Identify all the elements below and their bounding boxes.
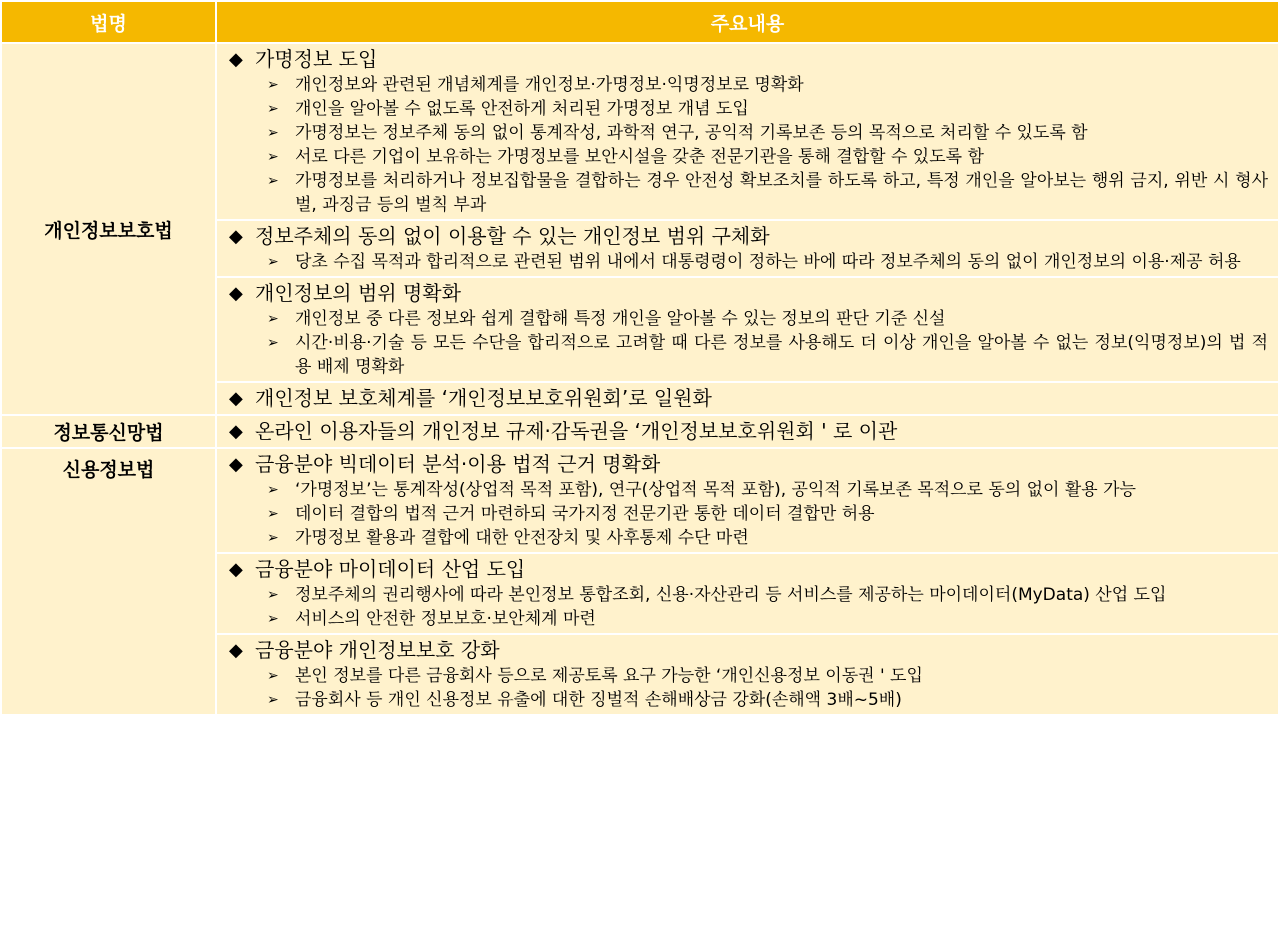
table-row	[1, 448, 1279, 553]
section-title	[229, 637, 1268, 664]
list-item-text: 가명정보 활용과 결합에 대한 안전장치 및 사후통제 수단 마련	[295, 528, 749, 548]
section-title	[229, 385, 1268, 412]
list-item	[229, 478, 1268, 502]
law-name-cell: 정보통신망법	[1, 415, 216, 448]
table-body	[1, 43, 1279, 715]
list-item	[229, 526, 1268, 550]
list-item	[229, 607, 1268, 631]
arrow-bullet-icon: ➢	[267, 692, 279, 708]
list-item	[229, 583, 1268, 607]
arrow-bullet-icon: ➢	[267, 587, 279, 603]
arrow-bullet-icon: ➢	[267, 611, 279, 627]
section-title-text: 온라인 이용자들의 개인정보 규제·감독권을 ‘개인정보보호위원회 ' 로 이관	[255, 419, 898, 443]
list-item-text: 데이터 결합의 법적 근거 마련하되 국가지정 전문기관 통한 데이터 결합만 허용	[295, 504, 875, 524]
arrow-bullet-icon: ➢	[267, 149, 279, 165]
content-cell	[216, 448, 1279, 553]
list-item	[229, 502, 1268, 526]
diamond-bullet-icon: ◆	[229, 283, 243, 304]
table-row	[1, 415, 1279, 448]
diamond-bullet-icon: ◆	[229, 454, 243, 475]
section-title	[229, 556, 1268, 583]
list-item	[229, 250, 1268, 274]
arrow-bullet-icon: ➢	[267, 668, 279, 684]
section-title-text: 금융분야 개인정보보호 강화	[255, 638, 500, 662]
diamond-bullet-icon: ◆	[229, 49, 243, 70]
list-item	[229, 145, 1268, 169]
section-title-text: 금융분야 빅데이터 분석·이용 법적 근거 명확화	[255, 452, 661, 476]
section-title	[229, 451, 1268, 478]
content-cell	[216, 415, 1279, 448]
arrow-bullet-icon: ➢	[267, 77, 279, 93]
list-item	[229, 331, 1268, 379]
list-item	[229, 97, 1268, 121]
arrow-bullet-icon: ➢	[267, 335, 279, 351]
header-main-content: 주요내용	[216, 1, 1279, 43]
arrow-bullet-icon: ➢	[267, 101, 279, 117]
diamond-bullet-icon: ◆	[229, 559, 243, 580]
arrow-bullet-icon: ➢	[267, 530, 279, 546]
list-item-text: 금융회사 등 개인 신용정보 유출에 대한 징벌적 손해배상금 강화(손해액 3배~5배)	[295, 690, 902, 710]
list-item-text: 개인정보와 관련된 개념체계를 개인정보·가명정보·익명정보로 명확화	[295, 75, 804, 95]
law-name-cell: 개인정보보호법	[1, 43, 216, 415]
list-item-text: 가명정보는 정보주체 동의 없이 통계작성, 과학적 연구, 공익적 기록보존 등의 목적으로 처리할 수 있도록 함	[295, 123, 1088, 143]
arrow-bullet-icon: ➢	[267, 173, 279, 189]
list-item	[229, 73, 1268, 97]
list-item-text: 개인을 알아볼 수 없도록 안전하게 처리된 가명정보 개념 도입	[295, 99, 749, 119]
list-item	[229, 307, 1268, 331]
arrow-bullet-icon: ➢	[267, 254, 279, 270]
content-cell	[216, 382, 1279, 415]
diamond-bullet-icon: ◆	[229, 388, 243, 409]
list-item	[229, 664, 1268, 688]
content-cell	[216, 43, 1279, 220]
section-title	[229, 418, 1268, 445]
list-item	[229, 121, 1268, 145]
section-title	[229, 223, 1268, 250]
table-header-row	[1, 1, 1279, 43]
list-item-text: 서로 다른 기업이 보유하는 가명정보를 보안시설을 갖춘 전문기관을 통해 결합할 수 있도록 함	[295, 147, 984, 167]
diamond-bullet-icon: ◆	[229, 226, 243, 247]
section-title-text: 개인정보의 범위 명확화	[255, 281, 461, 305]
content-cell	[216, 220, 1279, 277]
section-title-text: 정보주체의 동의 없이 이용할 수 있는 개인정보 범위 구체화	[255, 224, 770, 248]
header-law-name: 법명	[1, 1, 216, 43]
content-cell	[216, 277, 1279, 382]
section-title-text: 금융분야 마이데이터 산업 도입	[255, 557, 526, 581]
section-title	[229, 280, 1268, 307]
list-item	[229, 688, 1268, 712]
content-cell	[216, 634, 1279, 715]
diamond-bullet-icon: ◆	[229, 640, 243, 661]
list-item-text: 가명정보를 처리하거나 정보집합물을 결합하는 경우 안전성 확보조치를 하도록 하고, 특정 개인을 알아보는 행위 금지, 위반 시 형사벌, 과징금 등의 벌칙 부과	[295, 171, 1268, 215]
diamond-bullet-icon: ◆	[229, 421, 243, 442]
list-item-text: 시간·비용·기술 등 모든 수단을 합리적으로 고려할 때 다른 정보를 사용해도 더 이상 개인을 알아볼 수 없는 정보(익명정보)의 법 적용 배제 명확화	[295, 333, 1268, 377]
section-title	[229, 46, 1268, 73]
arrow-bullet-icon: ➢	[267, 482, 279, 498]
law-name-cell: 신용정보법	[1, 448, 216, 715]
list-item	[229, 169, 1268, 217]
section-title-text: 개인정보 보호체계를 ‘개인정보보호위원회’로 일원화	[255, 386, 712, 410]
list-item-text: 정보주체의 권리행사에 따라 본인정보 통합조회, 신용·자산관리 등 서비스를 제공하는 마이데이터(MyData) 산업 도입	[295, 585, 1167, 605]
list-item-text: ‘가명정보’는 통계작성(상업적 목적 포함), 연구(상업적 목적 포함), 공익적 기록보존 목적으로 동의 없이 활용 가능	[295, 480, 1136, 500]
arrow-bullet-icon: ➢	[267, 125, 279, 141]
list-item-text: 개인정보 중 다른 정보와 쉽게 결합해 특정 개인을 알아볼 수 있는 정보의 판단 기준 신설	[295, 309, 946, 329]
arrow-bullet-icon: ➢	[267, 311, 279, 327]
arrow-bullet-icon: ➢	[267, 506, 279, 522]
section-title-text: 가명정보 도입	[255, 47, 378, 71]
table-row	[1, 43, 1279, 220]
list-item-text: 본인 정보를 다른 금융회사 등으로 제공토록 요구 가능한 ‘개인신용정보 이동권 ' 도입	[295, 666, 923, 686]
list-item-text: 서비스의 안전한 정보보호·보안체계 마련	[295, 609, 596, 629]
content-cell	[216, 553, 1279, 634]
list-item-text: 당초 수집 목적과 합리적으로 관련된 범위 내에서 대통령령이 정하는 바에 따라 정보주체의 동의 없이 개인정보의 이용·제공 허용	[295, 252, 1241, 272]
